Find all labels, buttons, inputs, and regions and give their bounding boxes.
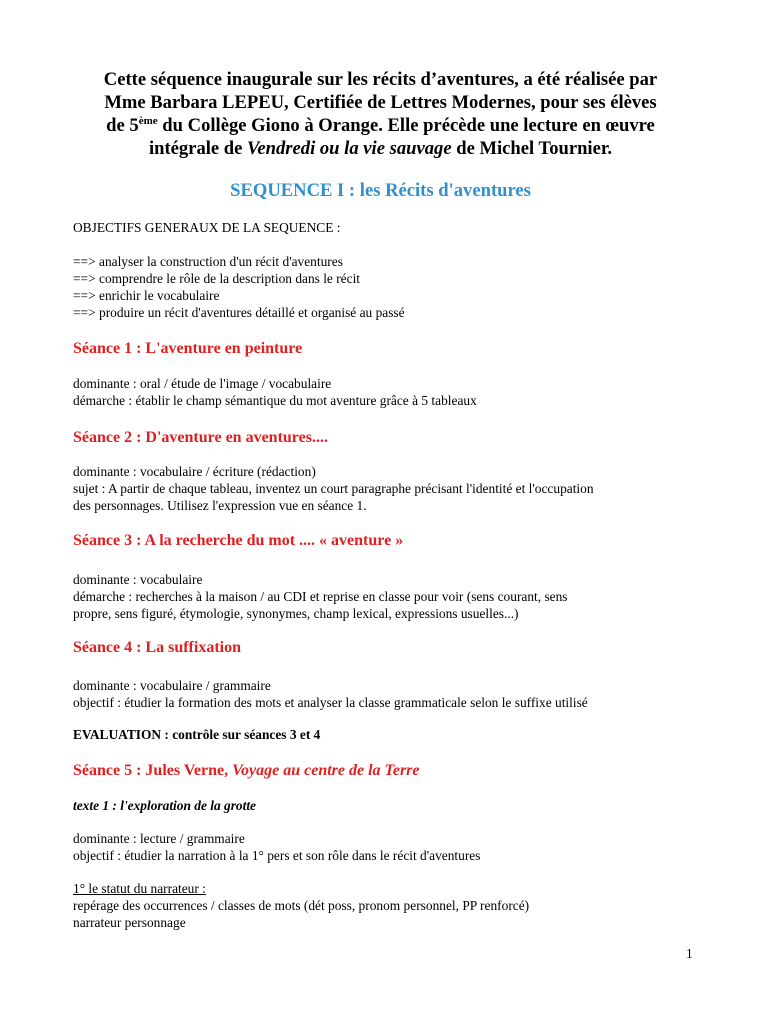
seance-3 (73, 531, 693, 551)
intro-line-3b: du Collège Giono à Orange. Elle précède une lecture en œuvre (157, 115, 655, 136)
seance-1-line-1: dominante : oral / étude de l'image / vocabulaire (73, 376, 332, 391)
book-title: Vendredi ou la vie sauvage (247, 138, 452, 159)
evaluation-block (73, 726, 693, 743)
seance-1-body (73, 375, 693, 409)
intro-line-3a: de 5 (106, 115, 139, 136)
seance-5-line-2: objectif : étudier la narration à la 1° pers et son rôle dans le récit d'aventures (73, 848, 481, 863)
seance-5-title (73, 761, 693, 781)
intro-line-4b: de Michel Tournier. (451, 138, 613, 159)
seance-2-title: Séance 2 : D'aventure en aventures.... (73, 429, 328, 446)
intro-superscript: ème (138, 115, 158, 127)
seance-3-title: Séance 3 : A la recherche du mot .... « aventure » (73, 532, 404, 549)
intro-line-2: Mme Barbara LEPEU, Certifiée de Lettres Modernes, pour ses élèves (104, 92, 657, 113)
narrator-subheading: 1° le statut du narrateur : (73, 881, 206, 896)
seance-5-line-4: narrateur personnage (73, 915, 186, 930)
seance-4-title: Séance 4 : La suffixation (73, 639, 241, 656)
objective-item: ==> analyser la construction d'un récit d'aventures (73, 254, 343, 269)
intro-line-4a: intégrale de (148, 138, 248, 159)
seance-2-line-1: dominante : vocabulaire / écriture (rédaction) (73, 464, 316, 479)
sequence-title: SEQUENCE I : les Récits d'aventures (230, 180, 531, 201)
seance-1-line-2: démarche : établir le champ sémantique du mot aventure grâce à 5 tableaux (73, 393, 477, 408)
seance-5-line-3: repérage des occurrences / classes de mots (dét poss, pronom personnel, PP renforcé) (73, 898, 530, 913)
seance-3-line-3: propre, sens figuré, étymologie, synonymes, champ lexical, expressions usuelles...) (73, 606, 519, 621)
objectives-title: OBJECTIFS GENERAUX DE LA SEQUENCE : (73, 220, 341, 235)
seance-5-line-1: dominante : lecture / grammaire (73, 831, 245, 846)
seance-2-line-3: des personnages. Utilisez l'expression vue en séance 1. (73, 498, 367, 513)
seance-2 (73, 428, 693, 448)
objective-item: ==> enrichir le vocabulaire (73, 288, 220, 303)
seance-3-line-1: dominante : vocabulaire (73, 572, 203, 587)
intro-line-1: Cette séquence inaugurale sur les récits d’aventures, a été réalisée par (103, 69, 658, 90)
seance-4 (73, 638, 693, 658)
seance-1-title: Séance 1 : L'aventure en peinture (73, 340, 303, 357)
objective-item: ==> comprendre le rôle de la description dans le récit (73, 271, 361, 286)
seance-4-line-1: dominante : vocabulaire / grammaire (73, 678, 271, 693)
page-number: 1 (686, 946, 693, 961)
seance-4-line-2: objectif : étudier la formation des mots et analyser la classe grammaticale selon le suffixe utilisé (73, 695, 588, 710)
seance-5-title-prefix: Séance 5 : Jules Verne, (73, 762, 233, 779)
evaluation-heading: EVALUATION : contrôle sur séances 3 et 4 (73, 727, 321, 742)
sequence-title-block (73, 180, 688, 202)
seance-5-body (73, 830, 693, 864)
texte-1-heading: texte 1 : l'exploration de la grotte (73, 798, 256, 813)
narrator-section (73, 880, 693, 931)
seance-5-text-label (73, 797, 693, 814)
seance-1 (73, 339, 693, 359)
seance-5 (73, 761, 693, 781)
intro-block (73, 68, 688, 160)
seance-2-body (73, 463, 693, 514)
seance-5-book-title: Voyage au centre de la Terre (232, 762, 420, 779)
seance-3-body (73, 571, 693, 622)
objective-item: ==> produire un récit d'aventures détaillé et organisé au passé (73, 305, 405, 320)
seance-2-line-2: sujet : A partir de chaque tableau, inventez un court paragraphe précisant l'identité et l'occupation (73, 481, 594, 496)
seance-4-body (73, 677, 693, 711)
seance-3-line-2: démarche : recherches à la maison / au CDI et reprise en classe pour voir (sens courant, sens (73, 589, 568, 604)
intro-paragraph (73, 68, 688, 160)
objectives-block (73, 220, 693, 236)
objectives-list (73, 253, 693, 321)
